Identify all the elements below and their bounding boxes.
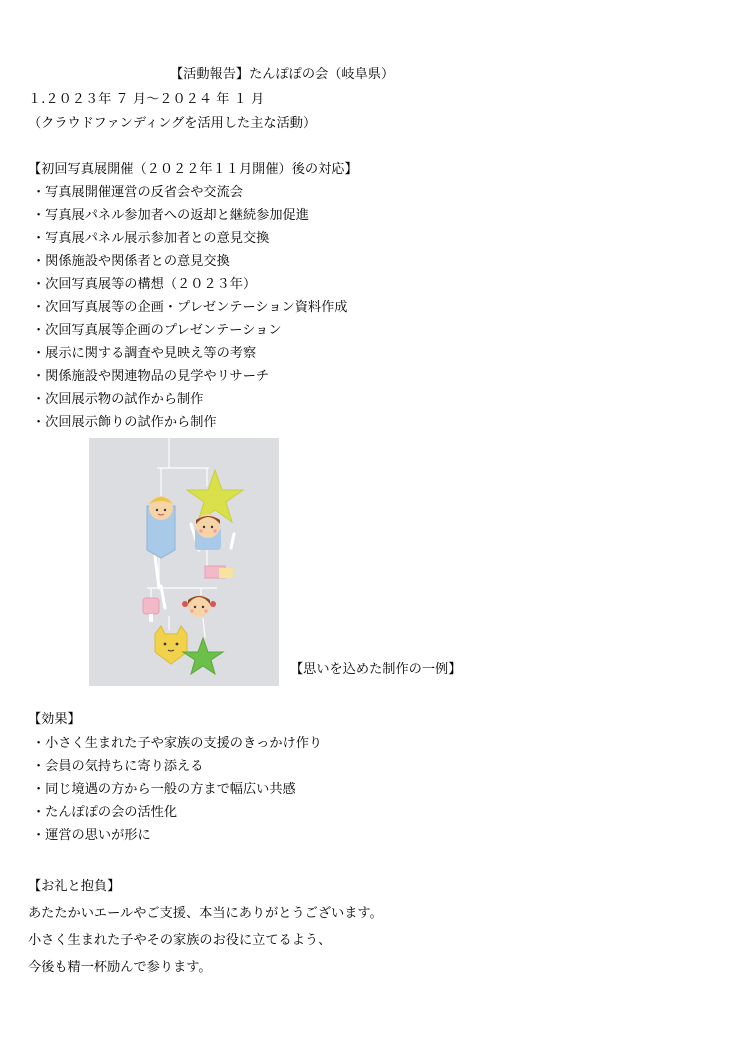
paragraph-line: あたたかいエールやご支援、本当にありがとうございます。 bbox=[28, 906, 383, 921]
list-item: ・次回展示物の試作から制作 bbox=[32, 392, 204, 407]
section-heading-followup: 【初回写真展開催（２０２２年１１月開催）後の対応】 bbox=[28, 162, 358, 177]
child-figure-1 bbox=[195, 514, 221, 550]
list-item: ・写真展パネル展示参加者との意見交換 bbox=[32, 231, 270, 246]
baby-figure bbox=[147, 496, 175, 558]
list-item: ・たんぽぽの会の活性化 bbox=[32, 805, 178, 820]
list-item: ・写真展パネル参加者への返却と継続参加促進 bbox=[32, 208, 309, 223]
list-item: ・関係施設や関係者との意見交換 bbox=[32, 254, 230, 269]
list-item: ・関係施設や関連物品の見学やリサーチ bbox=[32, 369, 270, 384]
list-item: ・次回写真展等の企画・プレゼンテーション資料作成 bbox=[32, 300, 348, 315]
photo-caption: 【思いを込めた制作の一例】 bbox=[290, 662, 462, 677]
list-item: ・運営の思いが形に bbox=[32, 828, 151, 843]
section-heading-effects: 【効果】 bbox=[28, 712, 81, 727]
list-item: ・写真展開催運営の反省会や交流会 bbox=[32, 185, 243, 200]
paragraph-line: 小さく生まれた子やその家族のお役に立てるよう、 bbox=[28, 933, 332, 948]
origami-mobile-photo bbox=[89, 438, 279, 686]
list-item: ・次回写真展等の構想（２０２３年） bbox=[32, 277, 257, 292]
list-item: ・次回展示飾りの試作から制作 bbox=[32, 415, 217, 430]
section-heading-thanks: 【お礼と抱負】 bbox=[28, 879, 121, 894]
report-title: 【活動報告】たんぽぽの会（岐阜県） bbox=[170, 67, 395, 82]
list-item: ・同じ境遇の方から一般の方まで幅広い共感 bbox=[32, 782, 296, 797]
activity-note: （クラウドファンディングを活用した主な活動） bbox=[28, 116, 317, 131]
list-item: ・次回写真展等企画のプレゼンテーション bbox=[32, 323, 282, 338]
paragraph-line: 今後も精一杯励んで参ります。 bbox=[28, 960, 212, 975]
list-item: ・小さく生まれた子や家族の支援のきっかけ作り bbox=[32, 736, 323, 751]
list-item: ・会員の気持ちに寄り添える bbox=[32, 759, 204, 774]
period-line: １.２０２３年 ７ 月～２０２４ 年 １ 月 bbox=[28, 92, 265, 107]
list-item: ・展示に関する調査や見映え等の考察 bbox=[32, 346, 257, 361]
origami-mobile-illustration bbox=[89, 438, 279, 686]
